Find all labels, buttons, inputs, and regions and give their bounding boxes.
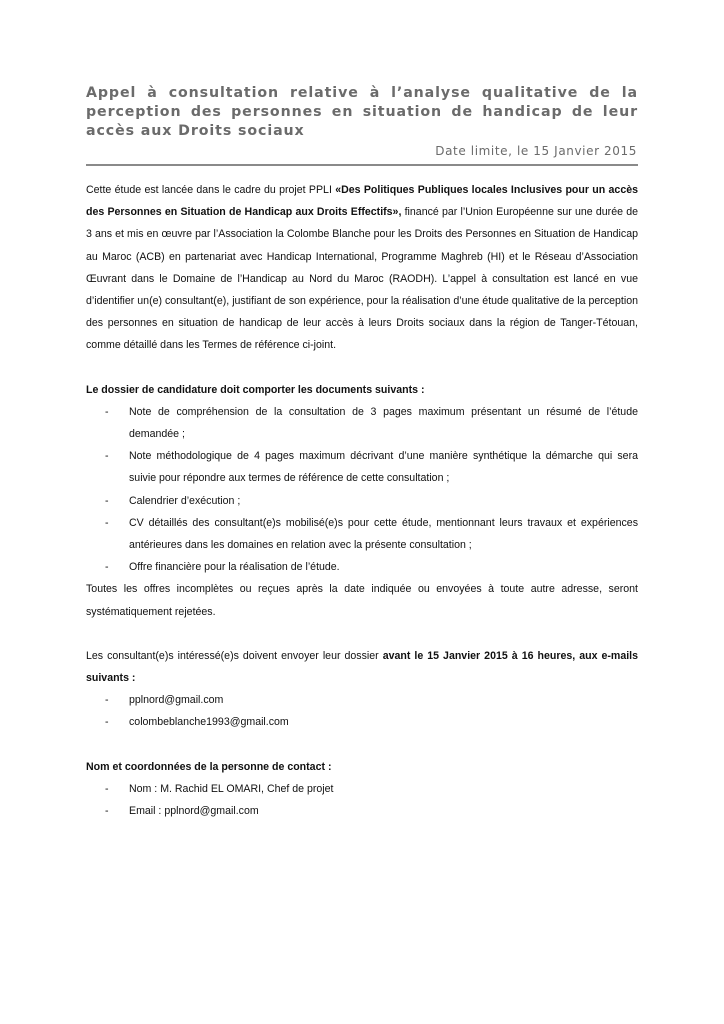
document-title: Appel à consultation relative à l’analyse qualitative de la perception des personnes en situation de handicap de leur accès aux Droits sociaux [86,85,638,139]
header-divider [86,164,638,166]
submission-deadline: avant le 15 Janvier 2015 à 16 heures, aux e-mails suivants : [86,649,638,685]
contact-heading: Nom et coordonnées de la personne de contact : [86,760,332,773]
dossier-heading: Le dossier de candidature doit comporter les documents suivants : [86,383,425,396]
submission-paragraph [86,645,638,689]
email-list [86,689,638,733]
dossier-list [86,401,638,579]
intro-paragraph [86,179,638,357]
intro-text-end: financé par l’Union Européenne sur une durée de 3 ans et mis en œuvre par l’Association la Colombe Blanche pour les Droits des Personnes en Situation de Handicap au Maroc (ACB) en partenariat avec Handicap International, Programme Maghreb (HI) et le Réseau d’Association Œuvrant dans le Domaine de l’Handicap au Nord du Maroc (RAODH). L’appel à consultation est lancé en vue d’identifier un(e) consultant(e), justifiant de son expérience, pour la réalisation d’une étude qualitative de la perception des personnes en situation de handicap de leur accès à leurs Droits sociaux dans la région de Tanger-Tétouan, comme détaillé dans les Termes de référence ci-joint. [86,206,638,352]
submission-text: Les consultant(e)s intéressé(e)s doivent envoyer leur dossier [86,649,383,662]
project-name: «Des Politiques Publiques locales Inclusives pour un accès des Personnes en Situation de Handicap aux Droits Effectifs», [86,184,638,219]
list-item: - Note méthodologique de 4 pages maximum décrivant d’une manière synthétique la démarche qui sera suivie pour répondre aux termes de référence de cette consultation ; [86,445,638,489]
email-link[interactable]: - pplnord@gmail.com [86,689,638,711]
document-body [86,179,638,822]
list-item: - CV détaillés des consultant(e)s mobilisé(e)s pour cette étude, mentionnant leurs travaux et expériences antérieures dans les domaines en relation avec la présente consultation ; [86,512,638,556]
contact-list [86,778,638,822]
email-link[interactable]: - colombeblanche1993@gmail.com [86,711,638,733]
contact-name: - Nom : M. Rachid EL OMARI, Chef de projet [86,778,638,800]
list-item: - Note de compréhension de la consultation de 3 pages maximum présentant un résumé de l’étude demandée ; [86,401,638,445]
rejection-note: Toutes les offres incomplètes ou reçues après la date indiquée ou envoyées à toute autre adresse, seront systématiquement rejetées. [86,583,638,618]
list-item: - Calendrier d’exécution ; [86,490,638,512]
deadline-date: Date limite, le 15 Janvier 2015 [435,144,637,158]
list-item: - Offre financière pour la réalisation de l’étude. [86,556,638,578]
intro-text-start: Cette étude est lancée dans le cadre du projet PPLI [86,184,336,196]
contact-email[interactable]: - Email : pplnord@gmail.com [86,800,638,822]
